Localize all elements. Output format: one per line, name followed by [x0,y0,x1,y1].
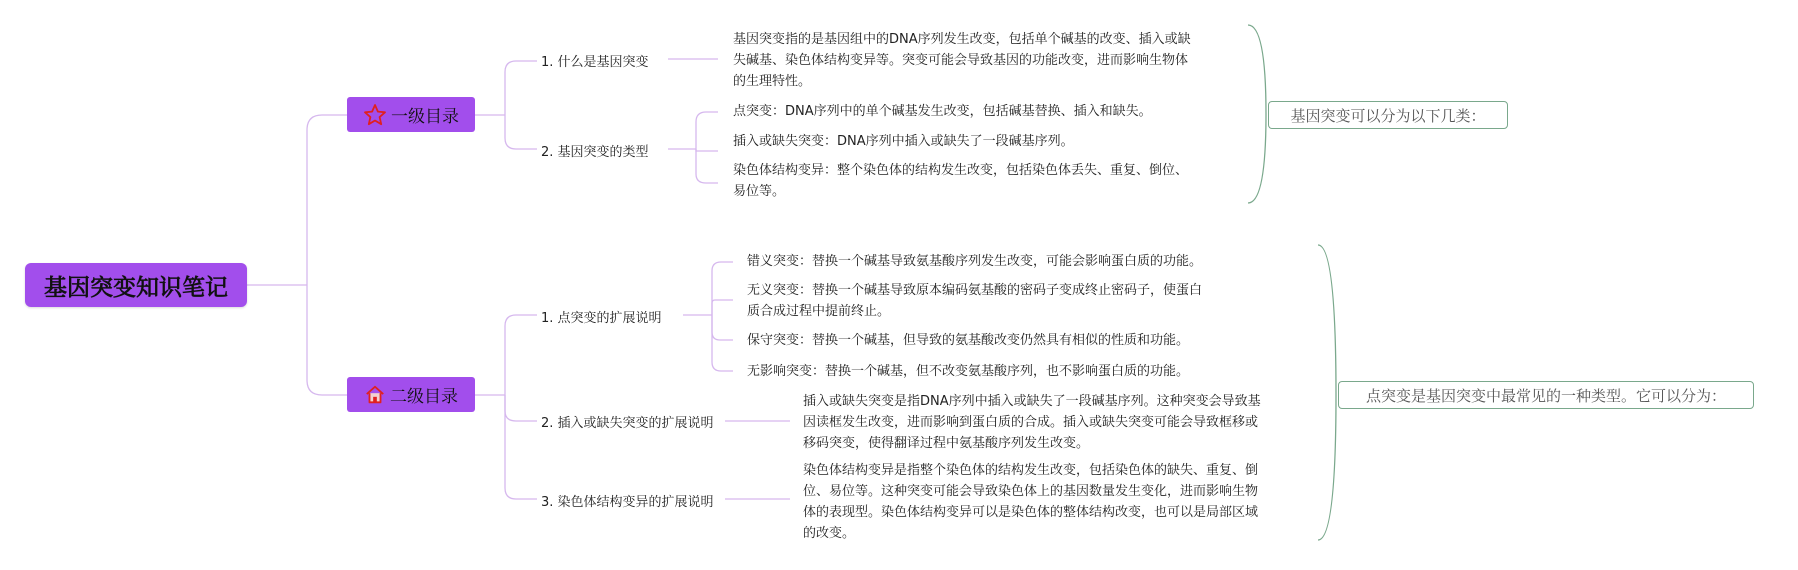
summary-mutation-types[interactable]: 基因突变可以分为以下几类： [1268,101,1508,129]
text-line: 基因突变指的是基因组中的DNA序列发生改变，包括单个碱基的改变、插入或缺 [733,32,1191,47]
summary-point-mutation[interactable]: 点突变是基因突变中最常见的一种类型。它可以分为： [1338,381,1754,409]
text-line: 的生理特性。 [733,74,812,89]
text-line: 的改变。 [803,526,856,541]
leaf-type-point[interactable] [733,101,1152,122]
topic-indel-expansion[interactable]: 2. 插入或缺失突变的扩展说明 [541,416,714,431]
level1-label: 二级目录 [390,387,458,407]
text-line: 插入或缺失突变是指DNA序列中插入或缺失了一段碱基序列。这种突变会导致基 [803,394,1261,409]
text-line: 位、易位等。这种突变可能会导致染色体上的基因数量发生变化，进而影响生物 [803,484,1259,499]
text-line: 点突变：DNA序列中的单个碱基发生改变，包括碱基替换、插入和缺失。 [733,104,1152,119]
level1-label: 一级目录 [391,107,459,127]
text-line: 染色体结构变异是指整个染色体的结构发生改变，包括染色体的缺失、重复、倒 [803,463,1259,478]
topic-point-mutation-expansion[interactable]: 1. 点突变的扩展说明 [541,311,662,326]
leaf-missense[interactable] [747,251,1202,272]
text-line: 无义突变：替换一个碱基导致原本编码氨基酸的密码子变成终止密码子，使蛋白 [747,283,1203,298]
leaf-indel-detail[interactable] [803,391,1261,454]
topic-chromosome-variation-expansion[interactable]: 3. 染色体结构变异的扩展说明 [541,495,714,510]
text-line: 移码突变，使得翻译过程中氨基酸序列发生改变。 [803,436,1090,451]
text-line: 因读框发生改变，进而影响到蛋白质的合成。插入或缺失突变可能会导致框移或 [803,415,1259,430]
leaf-silent[interactable] [747,361,1189,382]
home-icon [364,384,386,406]
topic-what-is-mutation[interactable]: 1. 什么是基因突变 [541,55,649,70]
star-icon [363,103,387,127]
leaf-chromosome-detail[interactable] [803,460,1258,544]
root-topic[interactable]: 基因突变知识笔记 [25,263,247,307]
leaf-conservative[interactable] [747,330,1189,351]
text-line: 质合成过程中提前终止。 [747,304,891,319]
text-line: 染色体结构变异：整个染色体的结构发生改变，包括染色体丢失、重复、倒位、 [733,163,1189,178]
leaf-nonsense[interactable] [747,280,1202,322]
text-line: 保守突变：替换一个碱基，但导致的氨基酸改变仍然具有相似的性质和功能。 [747,333,1190,348]
leaf-type-indel[interactable] [733,131,1074,152]
topic-mutation-types[interactable]: 2. 基因突变的类型 [541,145,649,160]
leaf-what-is-mutation[interactable] [733,29,1191,92]
text-line: 易位等。 [733,184,786,199]
text-line: 无影响突变：替换一个碱基，但不改变氨基酸序列，也不影响蛋白质的功能。 [747,364,1190,379]
level1-topic-catalog-2[interactable] [347,377,475,412]
text-line: 插入或缺失突变：DNA序列中插入或缺失了一段碱基序列。 [733,134,1074,149]
text-line: 失碱基、染色体结构变异等。突变可能会导致基因的功能改变，进而影响生物体 [733,53,1189,68]
text-line: 错义突变：替换一个碱基导致氨基酸序列发生改变，可能会影响蛋白质的功能。 [747,254,1203,269]
level1-topic-catalog-1[interactable] [347,97,475,132]
leaf-type-chromosome[interactable] [733,160,1188,202]
text-line: 体的表现型。染色体结构变异可以是染色体的整体结构改变，也可以是局部区域 [803,505,1259,520]
